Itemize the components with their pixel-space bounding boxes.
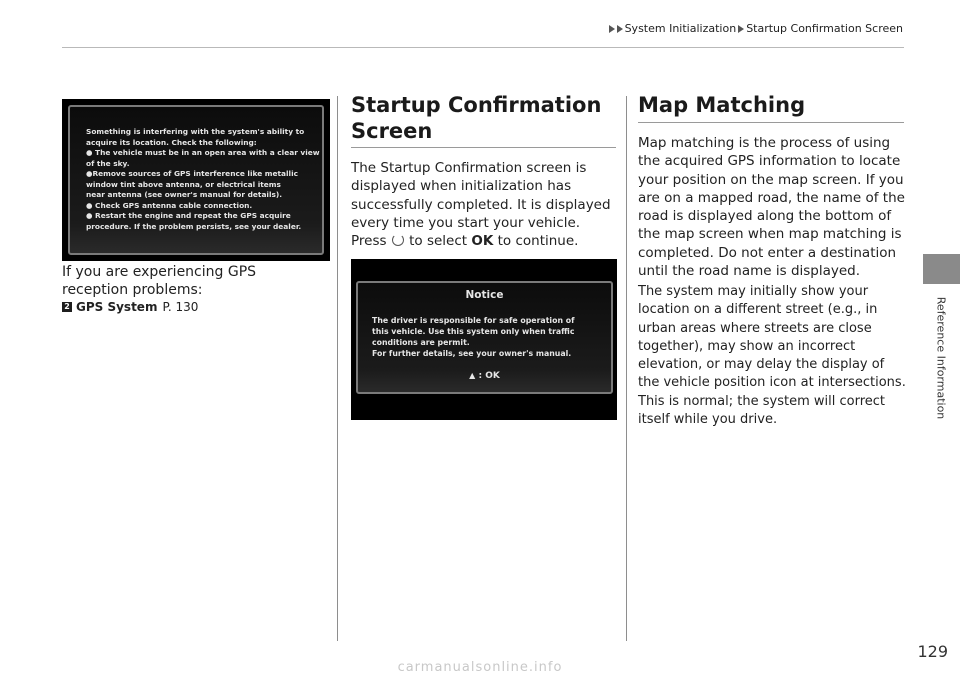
page-number: 129 <box>917 642 948 661</box>
warning-line: ● The vehicle must be in an open area with a clear view <box>86 148 320 157</box>
ok-label: OK <box>471 233 494 250</box>
ok-label: : OK <box>478 371 500 381</box>
heading-rule <box>638 122 904 123</box>
map-matching-paragraph: Map matching is the process of using the acquired GPS information to locate your position on the map screen. If you are on a mapped road, the name of the road is displayed along the bottom of the map screen when map matching is completed. Do not enter a destination until the road name is displayed. <box>638 135 905 280</box>
cross-reference[interactable] <box>62 300 198 314</box>
notice-title: Notice <box>465 289 504 301</box>
breadcrumb-arrow-icon <box>609 25 615 33</box>
startup-description <box>351 159 617 250</box>
notice-ok-button[interactable] <box>358 371 611 382</box>
map-matching-heading: Map Matching <box>638 93 806 117</box>
warning-line: of the sky. <box>86 158 130 168</box>
notice-screenshot <box>351 259 617 420</box>
warning-line: near antenna (see owner's manual for details). <box>86 190 283 199</box>
reference-page[interactable]: P. 130 <box>162 300 199 314</box>
breadcrumb-item[interactable]: Startup Confirmation Screen <box>746 22 903 35</box>
notice-line: For further details, see your owner's manual. <box>372 349 572 358</box>
breadcrumb-arrow-icon <box>617 25 623 33</box>
description-text: to continue. <box>497 233 579 250</box>
warning-line: window tint above antenna, or electrical items <box>86 179 281 189</box>
warning-line: Something is interfering with the system's ability to <box>86 127 305 136</box>
heading-line: Startup Confirmation <box>351 93 602 117</box>
breadcrumb-item[interactable]: System Initialization <box>624 22 737 35</box>
gps-warning-screenshot <box>62 99 330 261</box>
notice-line: The driver is responsible for safe operation of <box>372 316 575 325</box>
notice-line: this vehicle. Use this system only when traffic <box>372 327 575 336</box>
heading-rule <box>351 147 616 148</box>
warning-line: acquire its location. Check the following: <box>86 137 257 147</box>
warning-line: ● Restart the engine and repeat the GPS acquire <box>86 211 291 220</box>
reference-title[interactable]: GPS System <box>76 300 158 314</box>
reference-arrow-icon: 2 <box>62 302 72 312</box>
gps-caption: If you are experiencing GPS reception problems: <box>62 264 257 298</box>
column-divider <box>337 96 338 641</box>
section-heading <box>351 92 613 144</box>
notice-line: conditions are permit. <box>372 338 470 347</box>
section-tab <box>923 254 960 284</box>
breadcrumb <box>609 22 903 35</box>
notice-body <box>372 315 612 359</box>
warning-line: ● Check GPS antenna cable connection. <box>86 200 253 210</box>
column-divider <box>626 96 627 641</box>
heading-line: Screen <box>351 119 433 143</box>
warning-line: ●Remove sources of GPS interference like metallic <box>86 169 299 178</box>
description-text: The Startup Confirmation screen is displayed when initialization has successfully completed. It is displayed every time you start your vehicle. Press <box>351 160 611 250</box>
header-rule <box>62 47 904 48</box>
description-text: to select <box>409 233 468 250</box>
dial-press-icon: ▲ <box>469 371 476 380</box>
press-dial-icon <box>392 234 404 246</box>
gps-warning-text <box>86 127 322 232</box>
warning-line: procedure. If the problem persists, see your dealer. <box>86 221 302 231</box>
map-matching-paragraph: The system may initially show your location on a different street (e.g., in urban areas where streets are close together), may show an incorrect elevation, or may delay the display of the vehicle position icon at intersections. This is normal; the system will correct itself while you drive. <box>638 284 906 428</box>
watermark: carmanualsonline.info <box>397 660 563 675</box>
section-label: Reference Information <box>934 296 948 420</box>
breadcrumb-arrow-icon <box>738 25 744 33</box>
